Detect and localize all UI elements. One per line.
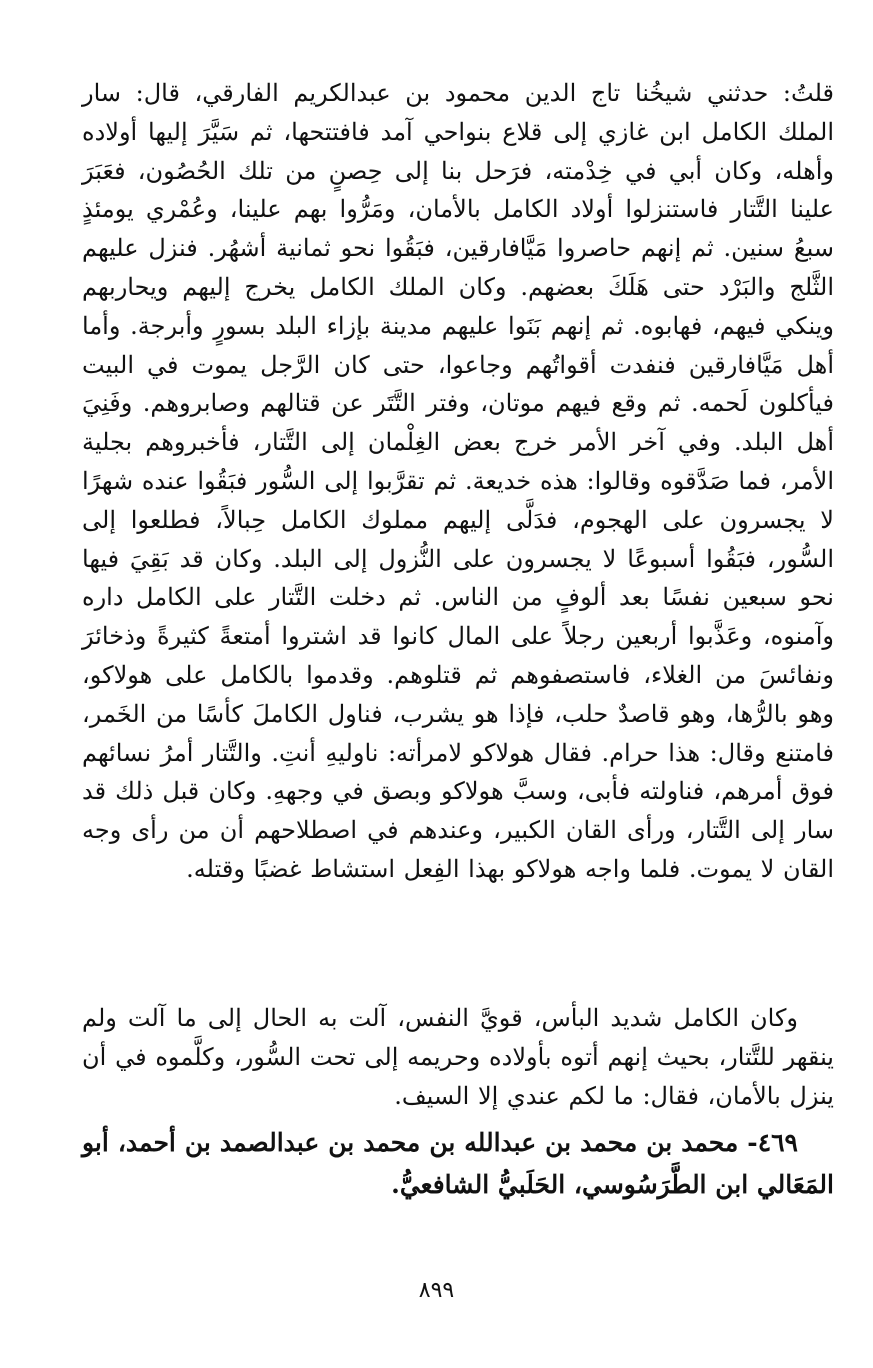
body-paragraph-2: وكان الكامل شديد البأس، قويَّ النفس، آلت به الحال إلى ما آلت ولم ينقهر للتَّتار، بحيث إنهم أتوه بأولاده وحريمه إلى تحت السُّور، وكلَّموه في أن ينزل بالأمان، فقال: ما لكم عندي إلا السيف. [82, 1004, 834, 1110]
page-number: ٨٩٩ [418, 1278, 455, 1303]
body-paragraph-1: قلتُ: حدثني شيخُنا تاج الدين محمود بن عبدالكريم الفارقي، قال: سار الملك الكامل ابن غازي إلى قلاع بنواحي آمد فافتتحها، ثم سَيَّرَ إليها أولاده وأهله، وكان أبي في خِدْمته، فرَحل بنا إلى حِصنٍ من تلك الحُصُون، فعَبَرَ علينا التَّتار فاستنزلوا أولاد الكامل بالأمان، ومَرُّوا بهم علينا، وعُمْري يومئذٍ سبعُ سنين. ثم إنهم حاصروا مَيَّافارقين، فبَقُوا نحو ثمانية أشهُر. فنزل عليهم الثَّلج والبَرْد حتى هَلَكَ بعضهم. وكان الملك الكامل يخرج إليهم ويحاربهم وينكي فيهم، فهابوه. ثم إنهم بَنَوا عليهم مدينة بإزاء البلد بسورٍ وأبرجة. وأما أهل مَيَّافارقين فنفدت أقواتُهم وجاعوا، حتى كان الرَّجل يموت في البيت فيأكلون لَحمه. ثم وقع فيهم موتان، وفتر التَّتَر عن قتالهم وصابروهم. وفَنِيَ أهل البلد. وفي آخر الأمر خرج بعض الغِلْمان إلى التَّتار، فأخبروهم بجلية الأمر، فما صَدَّقوه وقالوا: هذه خديعة. ثم تقرَّبوا إلى السُّور فبَقُوا عنده شهرًا لا يجسرون على الهجوم، فدَلَّى إليهم مملوك الكامل حِبالاً، فطلعوا إلى السُّور، فبَقُوا أسبوعًا لا يجسرون على النُّزول إلى البلد. وكان قد بَقِيَ فيها نحو سبعين نفسًا بعد ألوفٍ من الناس. ثم دخلت التَّتار على الكامل داره وآمنوه، وعَذَّبوا أربعين رجلاً على المال كانوا قد اشتروا أمتعةً كثيرةً وذخائرَ ونفائسَ من الغلاء، فاستصفوهم ثم قتلوهم. وقدموا بالكامل على هولاكو، وهو بالرُّها، وهو قاصدٌ حلب، فإذا هو يشرب، فناول الكاملَ كأسًا من الخَمر، فامتنع وقال: هذا حرام. فقال هولاكو لامرأته: ناوليهِ أنتِ. والتَّتار أمرُ نسائهم فوق أمرهم، فناولته فأبى، وسبَّ هولاكو وبصق في وجههِ. وكان قبل ذلك قد سار إلى التَّتار، ورأى القان الكبير، وعندهم في اصطلاحهم أن من رأى وجه القان لا يموت. فلما واجه هولاكو بهذا الفِعل استشاط غضبًا وقتله. [82, 79, 834, 883]
entry-name: محمد بن محمد بن عبدالله بن محمد بن عبدالصمد بن أحمد، أبو المَعَالي ابن الطَّرَسُوسي، الحَلَبيُّ الشافعيُّ. [82, 1128, 834, 1199]
entry-number: ٤٦٩- [747, 1128, 798, 1157]
biography-entry-heading [82, 1122, 834, 1206]
